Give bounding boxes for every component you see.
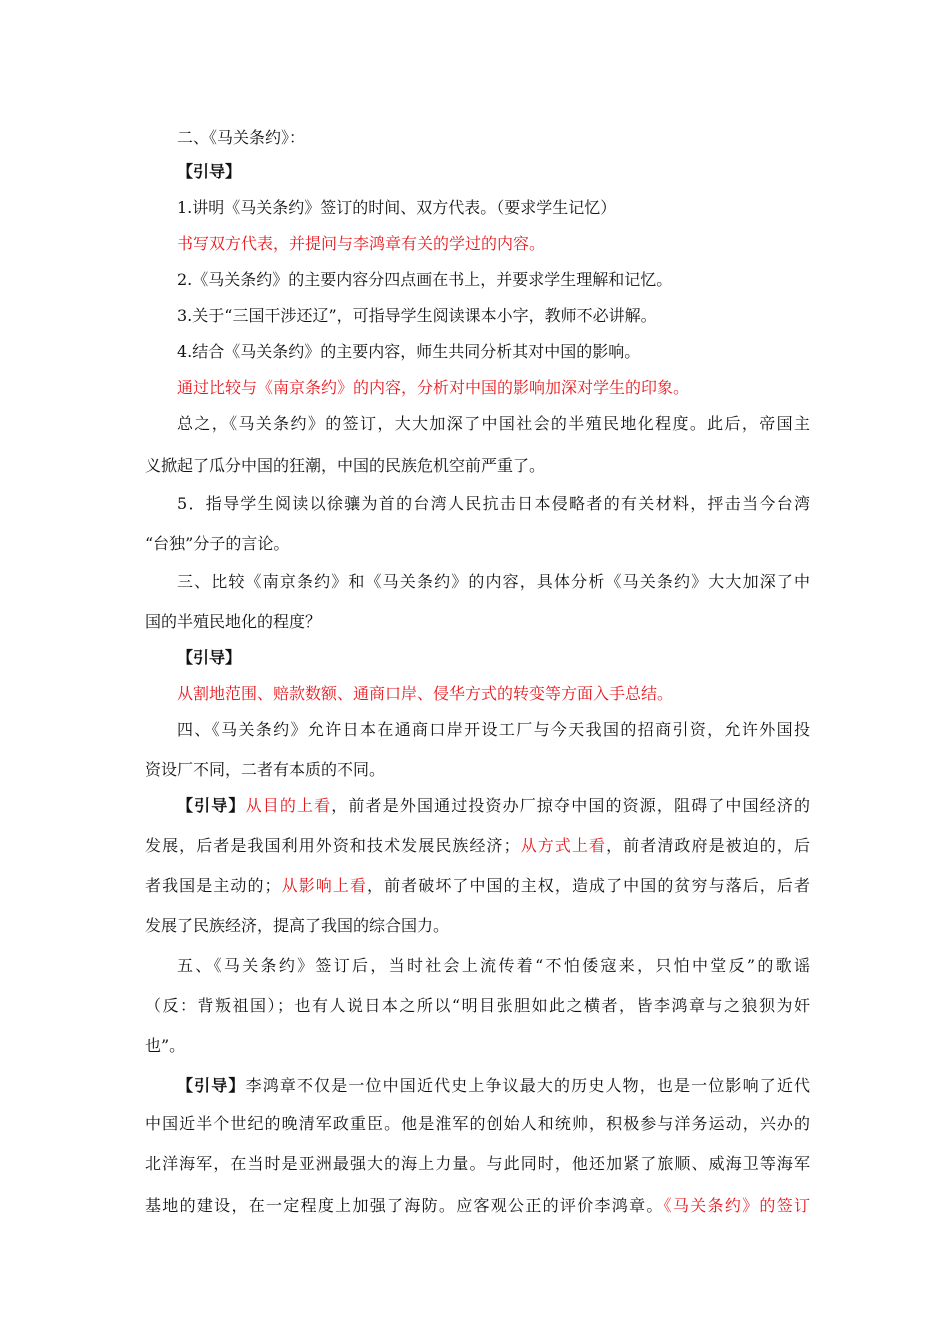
section-heading-5-line-1: 五、《马关条约》签订后，当时社会上流传着“不怕倭寇来，只怕中堂反”的歌谣: [177, 956, 810, 975]
guide-5-red: 《马关条约》的签订: [663, 1196, 810, 1215]
guide-5-line-3: 北洋海军，在当时是亚洲最强大的海上力量。与此同时，他还加紧了旅顺、威海卫等海军: [145, 1154, 810, 1173]
summary-line-1: 总之，《马关条约》的签订，大大加深了中国社会的半殖民地化程度。此后，帝国主: [177, 414, 810, 433]
section-heading-3-line-2: 国的半殖民地化的程度？: [145, 612, 322, 631]
guide-5-text-4: 基地的建设，在一定程度上加强了海防。应客观公正的评价李鸿章。: [145, 1196, 664, 1215]
guide-4-text-4: 者我国是主动的；: [145, 876, 281, 895]
guide-label: 【引导】: [177, 1076, 246, 1095]
guide-4-line-1: [177, 794, 810, 818]
guide-4-red-2: 从方式上看: [519, 836, 607, 855]
guide-5-line-2: 中国近半个世纪的晚清军政重臣。他是淮军的创始人和统帅，积极参与洋务运动，兴办的: [145, 1114, 810, 1133]
guide-4-line-3: [145, 874, 810, 898]
guide-4-text-1: ，前者是外国通过投资办厂掠夺中国的资源，阻碍了中国经济的: [331, 796, 810, 815]
item-1: 1.讲明《马关条约》签订的时间、双方代表。（要求学生记忆）: [177, 198, 617, 217]
section-heading-3-note: 从割地范围、赔款数额、通商口岸、侵华方式的转变等方面入手总结。: [177, 684, 674, 703]
guide-label: 【引导】: [177, 162, 242, 181]
guide-4-text-2: 发展，后者是我国利用外资和技术发展民族经济；: [145, 836, 520, 855]
guide-label: 【引导】: [177, 796, 246, 815]
section-heading-3-line-1: 三、比较《南京条约》和《马关条约》的内容，具体分析《马关条约》大大加深了中: [177, 572, 810, 591]
guide-4-text-5: ，前者破坏了中国的主权，造成了中国的贫穷与落后，后者: [367, 876, 810, 895]
section-heading-2: 二、《马关条约》：: [177, 128, 306, 147]
guide-4-red-3: 从影响上看: [280, 876, 368, 895]
item-4: 4.结合《马关条约》的主要内容，师生共同分析其对中国的影响。: [177, 342, 641, 361]
guide-4-text-3: ，前者清政府是被迫的，后: [606, 836, 810, 855]
item-1-note: 书写双方代表，并提问与李鸿章有关的学过的内容。: [177, 234, 546, 253]
guide-5-text-1: 李鸿章不仅是一位中国近代史上争议最大的历史人物，也是一位影响了近代: [245, 1076, 810, 1095]
section-heading-4-line-1: 四、《马关条约》允许日本在通商口岸开设工厂与今天我国的招商引资，允许外国投: [177, 720, 810, 739]
section-heading-4-line-2: 资设厂不同，二者有本质的不同。: [145, 760, 386, 779]
item-4-note: 通过比较与《南京条约》的内容，分析对中国的影响加深对学生的印象。: [177, 378, 690, 397]
section-heading-5-line-2: （反：背叛祖国）；也有人说日本之所以“明目张胆如此之横者，皆李鸿章与之狼狈为奸: [145, 996, 810, 1015]
guide-5-line-4: [145, 1194, 810, 1218]
item-2: 2.《马关条约》的主要内容分四点画在书上，并要求学生理解和记忆。: [177, 270, 673, 289]
item-5-line-2: “台独”分子的言论。: [145, 534, 290, 553]
guide-4-line-4: 发展了民族经济，提高了我国的综合国力。: [145, 916, 450, 935]
guide-label: 【引导】: [177, 648, 242, 667]
item-5-line-1: 5．指导学生阅读以徐骧为首的台湾人民抗击日本侵略者的有关材料，抨击当今台湾: [177, 494, 810, 513]
guide-5-line-1: [177, 1074, 810, 1098]
guide-4-red-1: 从目的上看: [245, 796, 332, 815]
guide-4-line-2: [145, 834, 810, 858]
item-3: 3.关于“三国干涉还辽”，可指导学生阅读课本小字，教师不必讲解。: [177, 306, 657, 325]
section-heading-5-line-3: 也”。: [145, 1036, 186, 1055]
summary-line-2: 义掀起了瓜分中国的狂潮，中国的民族危机空前严重了。: [145, 456, 546, 475]
